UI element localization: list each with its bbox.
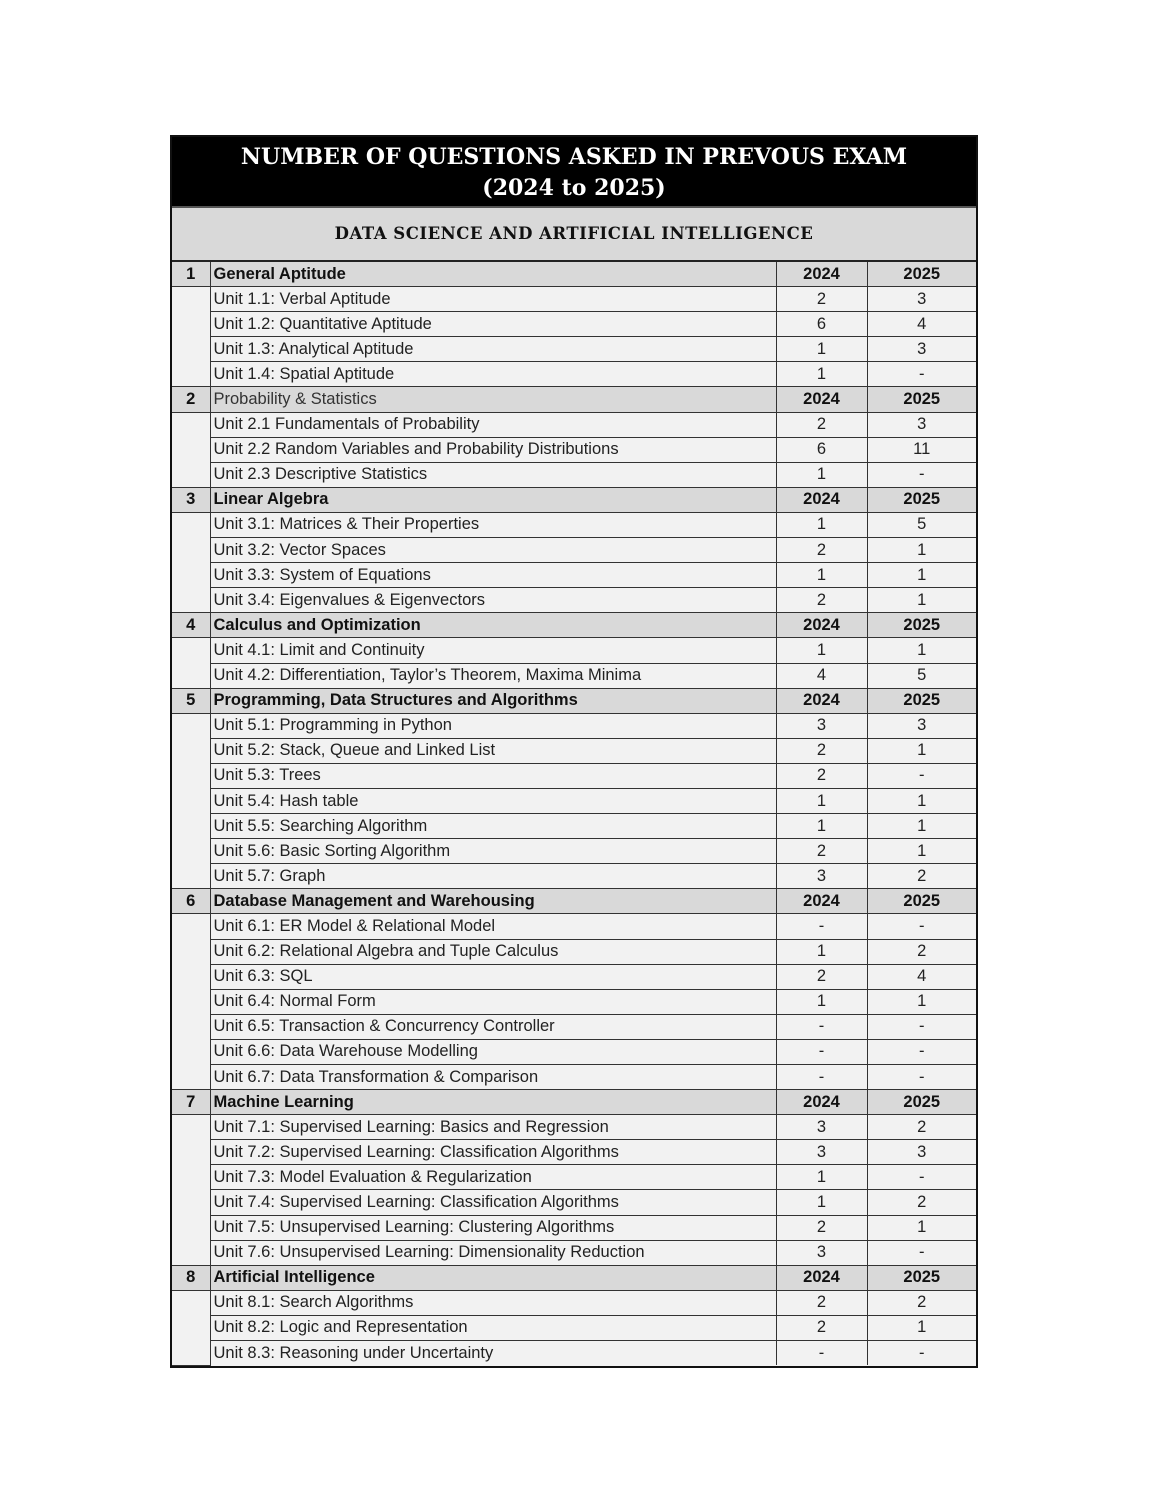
unit-name: Unit 2.1 Fundamentals of Probability <box>210 412 776 437</box>
unit-row <box>172 763 976 788</box>
count-2024: 1 <box>776 512 867 537</box>
year-2024-header: 2024 <box>776 262 867 287</box>
count-2025: - <box>867 1014 976 1039</box>
section-header-row <box>172 688 976 713</box>
count-2024: 1 <box>776 337 867 362</box>
count-2025: 3 <box>867 1140 976 1165</box>
unit-row <box>172 864 976 889</box>
table-body <box>172 262 976 1365</box>
count-2024: 6 <box>776 437 867 462</box>
section-title: Linear Algebra <box>210 487 776 512</box>
count-2024: 1 <box>776 1190 867 1215</box>
unit-name: Unit 6.4: Normal Form <box>210 989 776 1014</box>
questions-table <box>172 262 976 1366</box>
section-number: 1 <box>172 262 210 287</box>
count-2025: 3 <box>867 713 976 738</box>
unit-row <box>172 437 976 462</box>
count-2024: 1 <box>776 1165 867 1190</box>
year-2024-header: 2024 <box>776 688 867 713</box>
section-number: 8 <box>172 1265 210 1290</box>
year-2024-header: 2024 <box>776 613 867 638</box>
count-2024: - <box>776 1341 867 1366</box>
count-2025: - <box>867 462 976 487</box>
section-number-spacer <box>172 512 210 612</box>
section-number-spacer <box>172 412 210 487</box>
section-number: 2 <box>172 387 210 412</box>
questions-table-document <box>170 135 978 1368</box>
unit-name: Unit 3.4: Eigenvalues & Eigenvectors <box>210 588 776 613</box>
count-2024: 2 <box>776 287 867 312</box>
year-2024-header: 2024 <box>776 1090 867 1115</box>
count-2024: 1 <box>776 362 867 387</box>
unit-name: Unit 5.6: Basic Sorting Algorithm <box>210 839 776 864</box>
unit-name: Unit 1.1: Verbal Aptitude <box>210 287 776 312</box>
section-number: 3 <box>172 487 210 512</box>
unit-row <box>172 1165 976 1190</box>
unit-name: Unit 6.6: Data Warehouse Modelling <box>210 1039 776 1064</box>
count-2024: - <box>776 1014 867 1039</box>
section-number: 6 <box>172 889 210 914</box>
unit-row <box>172 462 976 487</box>
unit-row <box>172 939 976 964</box>
unit-name: Unit 5.3: Trees <box>210 763 776 788</box>
unit-row <box>172 538 976 563</box>
unit-row <box>172 412 976 437</box>
section-number-spacer <box>172 914 210 1090</box>
section-header-row <box>172 1265 976 1290</box>
unit-row <box>172 512 976 537</box>
count-2025: 4 <box>867 964 976 989</box>
unit-name: Unit 6.1: ER Model & Relational Model <box>210 914 776 939</box>
count-2025: 2 <box>867 939 976 964</box>
unit-name: Unit 7.3: Model Evaluation & Regularization <box>210 1165 776 1190</box>
unit-row <box>172 914 976 939</box>
unit-row <box>172 287 976 312</box>
count-2024: 6 <box>776 312 867 337</box>
count-2024: - <box>776 914 867 939</box>
count-2025: 4 <box>867 312 976 337</box>
unit-name: Unit 8.1: Search Algorithms <box>210 1290 776 1315</box>
count-2025: 3 <box>867 337 976 362</box>
count-2025: - <box>867 1341 976 1366</box>
unit-name: Unit 6.2: Relational Algebra and Tuple Calculus <box>210 939 776 964</box>
unit-name: Unit 1.3: Analytical Aptitude <box>210 337 776 362</box>
unit-name: Unit 2.2 Random Variables and Probability Distributions <box>210 437 776 462</box>
count-2024: - <box>776 1039 867 1064</box>
count-2025: - <box>867 1165 976 1190</box>
section-title: Artificial Intelligence <box>210 1265 776 1290</box>
count-2025: 3 <box>867 287 976 312</box>
unit-row <box>172 312 976 337</box>
section-header-row <box>172 889 976 914</box>
count-2024: 1 <box>776 788 867 813</box>
count-2024: 3 <box>776 1140 867 1165</box>
title-line-2: (2024 to 2025) <box>482 175 666 201</box>
unit-name: Unit 5.7: Graph <box>210 864 776 889</box>
document-title <box>172 137 976 208</box>
count-2024: 2 <box>776 1315 867 1340</box>
unit-row <box>172 588 976 613</box>
section-number: 5 <box>172 688 210 713</box>
unit-row <box>172 1140 976 1165</box>
unit-name: Unit 3.1: Matrices & Their Properties <box>210 512 776 537</box>
section-title: Programming, Data Structures and Algorithms <box>210 688 776 713</box>
section-number: 4 <box>172 613 210 638</box>
subject-heading: DATA SCIENCE AND ARTIFICIAL INTELLIGENCE <box>172 208 976 262</box>
count-2024: 4 <box>776 663 867 688</box>
year-2025-header: 2025 <box>867 487 976 512</box>
section-number-spacer <box>172 713 210 889</box>
unit-row <box>172 964 976 989</box>
section-number-spacer <box>172 638 210 688</box>
unit-row <box>172 1315 976 1340</box>
unit-row <box>172 663 976 688</box>
unit-name: Unit 5.5: Searching Algorithm <box>210 814 776 839</box>
count-2024: 1 <box>776 563 867 588</box>
year-2025-header: 2025 <box>867 889 976 914</box>
count-2025: - <box>867 1039 976 1064</box>
unit-name: Unit 6.7: Data Transformation & Comparison <box>210 1065 776 1090</box>
year-2025-header: 2025 <box>867 262 976 287</box>
year-2024-header: 2024 <box>776 1265 867 1290</box>
unit-row <box>172 1014 976 1039</box>
section-number-spacer <box>172 1290 210 1365</box>
count-2025: - <box>867 1240 976 1265</box>
section-header-row <box>172 487 976 512</box>
unit-row <box>172 738 976 763</box>
year-2024-header: 2024 <box>776 387 867 412</box>
unit-name: Unit 5.4: Hash table <box>210 788 776 813</box>
year-2025-header: 2025 <box>867 613 976 638</box>
unit-row <box>172 1065 976 1090</box>
count-2024: 2 <box>776 588 867 613</box>
section-number: 7 <box>172 1090 210 1115</box>
section-header-row <box>172 1090 976 1115</box>
count-2024: 1 <box>776 939 867 964</box>
unit-row <box>172 1290 976 1315</box>
unit-row <box>172 563 976 588</box>
count-2024: - <box>776 1065 867 1090</box>
unit-name: Unit 5.1: Programming in Python <box>210 713 776 738</box>
unit-name: Unit 7.6: Unsupervised Learning: Dimensionality Reduction <box>210 1240 776 1265</box>
unit-row <box>172 1190 976 1215</box>
unit-row <box>172 989 976 1014</box>
count-2024: 2 <box>776 1215 867 1240</box>
count-2025: - <box>867 1065 976 1090</box>
count-2025: 2 <box>867 1115 976 1140</box>
count-2024: 3 <box>776 1240 867 1265</box>
unit-row <box>172 839 976 864</box>
unit-name: Unit 1.2: Quantitative Aptitude <box>210 312 776 337</box>
count-2025: 11 <box>867 437 976 462</box>
year-2025-header: 2025 <box>867 1090 976 1115</box>
unit-row <box>172 1240 976 1265</box>
unit-row <box>172 788 976 813</box>
count-2024: 2 <box>776 412 867 437</box>
year-2025-header: 2025 <box>867 387 976 412</box>
count-2025: - <box>867 362 976 387</box>
count-2024: 2 <box>776 763 867 788</box>
count-2024: 1 <box>776 462 867 487</box>
section-number-spacer <box>172 287 210 387</box>
count-2025: 5 <box>867 512 976 537</box>
unit-row <box>172 1215 976 1240</box>
unit-name: Unit 1.4: Spatial Aptitude <box>210 362 776 387</box>
count-2024: 1 <box>776 814 867 839</box>
unit-name: Unit 8.3: Reasoning under Uncertainty <box>210 1341 776 1366</box>
unit-row <box>172 713 976 738</box>
unit-name: Unit 4.2: Differentiation, Taylor’s Theorem, Maxima Minima <box>210 663 776 688</box>
count-2024: 2 <box>776 839 867 864</box>
count-2025: 1 <box>867 638 976 663</box>
unit-row <box>172 362 976 387</box>
count-2025: 2 <box>867 1290 976 1315</box>
count-2025: 5 <box>867 663 976 688</box>
section-header-row <box>172 613 976 638</box>
unit-name: Unit 7.5: Unsupervised Learning: Clustering Algorithms <box>210 1215 776 1240</box>
year-2024-header: 2024 <box>776 889 867 914</box>
count-2025: 1 <box>867 839 976 864</box>
unit-name: Unit 6.3: SQL <box>210 964 776 989</box>
count-2025: 2 <box>867 1190 976 1215</box>
count-2025: - <box>867 914 976 939</box>
count-2024: 3 <box>776 1115 867 1140</box>
section-header-row <box>172 387 976 412</box>
unit-name: Unit 7.1: Supervised Learning: Basics and Regression <box>210 1115 776 1140</box>
unit-name: Unit 6.5: Transaction & Concurrency Controller <box>210 1014 776 1039</box>
count-2025: 1 <box>867 814 976 839</box>
count-2025: 1 <box>867 588 976 613</box>
unit-row <box>172 1115 976 1140</box>
unit-row <box>172 1039 976 1064</box>
section-title: Database Management and Warehousing <box>210 889 776 914</box>
count-2025: 3 <box>867 412 976 437</box>
unit-row <box>172 638 976 663</box>
unit-name: Unit 8.2: Logic and Representation <box>210 1315 776 1340</box>
unit-row <box>172 814 976 839</box>
unit-name: Unit 3.3: System of Equations <box>210 563 776 588</box>
section-title: Probability & Statistics <box>210 387 776 412</box>
count-2024: 3 <box>776 864 867 889</box>
count-2024: 2 <box>776 1290 867 1315</box>
count-2025: 1 <box>867 738 976 763</box>
count-2025: 1 <box>867 989 976 1014</box>
count-2025: 1 <box>867 788 976 813</box>
year-2025-header: 2025 <box>867 688 976 713</box>
unit-name: Unit 3.2: Vector Spaces <box>210 538 776 563</box>
section-header-row <box>172 262 976 287</box>
unit-name: Unit 7.4: Supervised Learning: Classification Algorithms <box>210 1190 776 1215</box>
count-2024: 1 <box>776 989 867 1014</box>
title-line-1: NUMBER OF QUESTIONS ASKED IN PREVOUS EXAM <box>240 144 908 170</box>
section-title: General Aptitude <box>210 262 776 287</box>
section-title: Machine Learning <box>210 1090 776 1115</box>
count-2024: 2 <box>776 538 867 563</box>
unit-row <box>172 337 976 362</box>
count-2025: 2 <box>867 864 976 889</box>
unit-name: Unit 7.2: Supervised Learning: Classification Algorithms <box>210 1140 776 1165</box>
count-2025: 1 <box>867 1215 976 1240</box>
unit-row <box>172 1341 976 1366</box>
unit-name: Unit 4.1: Limit and Continuity <box>210 638 776 663</box>
year-2024-header: 2024 <box>776 487 867 512</box>
count-2025: 1 <box>867 538 976 563</box>
count-2024: 2 <box>776 964 867 989</box>
section-number-spacer <box>172 1115 210 1266</box>
count-2024: 1 <box>776 638 867 663</box>
unit-name: Unit 5.2: Stack, Queue and Linked List <box>210 738 776 763</box>
count-2024: 2 <box>776 738 867 763</box>
count-2025: 1 <box>867 1315 976 1340</box>
count-2024: 3 <box>776 713 867 738</box>
unit-name: Unit 2.3 Descriptive Statistics <box>210 462 776 487</box>
count-2025: - <box>867 763 976 788</box>
year-2025-header: 2025 <box>867 1265 976 1290</box>
section-title: Calculus and Optimization <box>210 613 776 638</box>
count-2025: 1 <box>867 563 976 588</box>
